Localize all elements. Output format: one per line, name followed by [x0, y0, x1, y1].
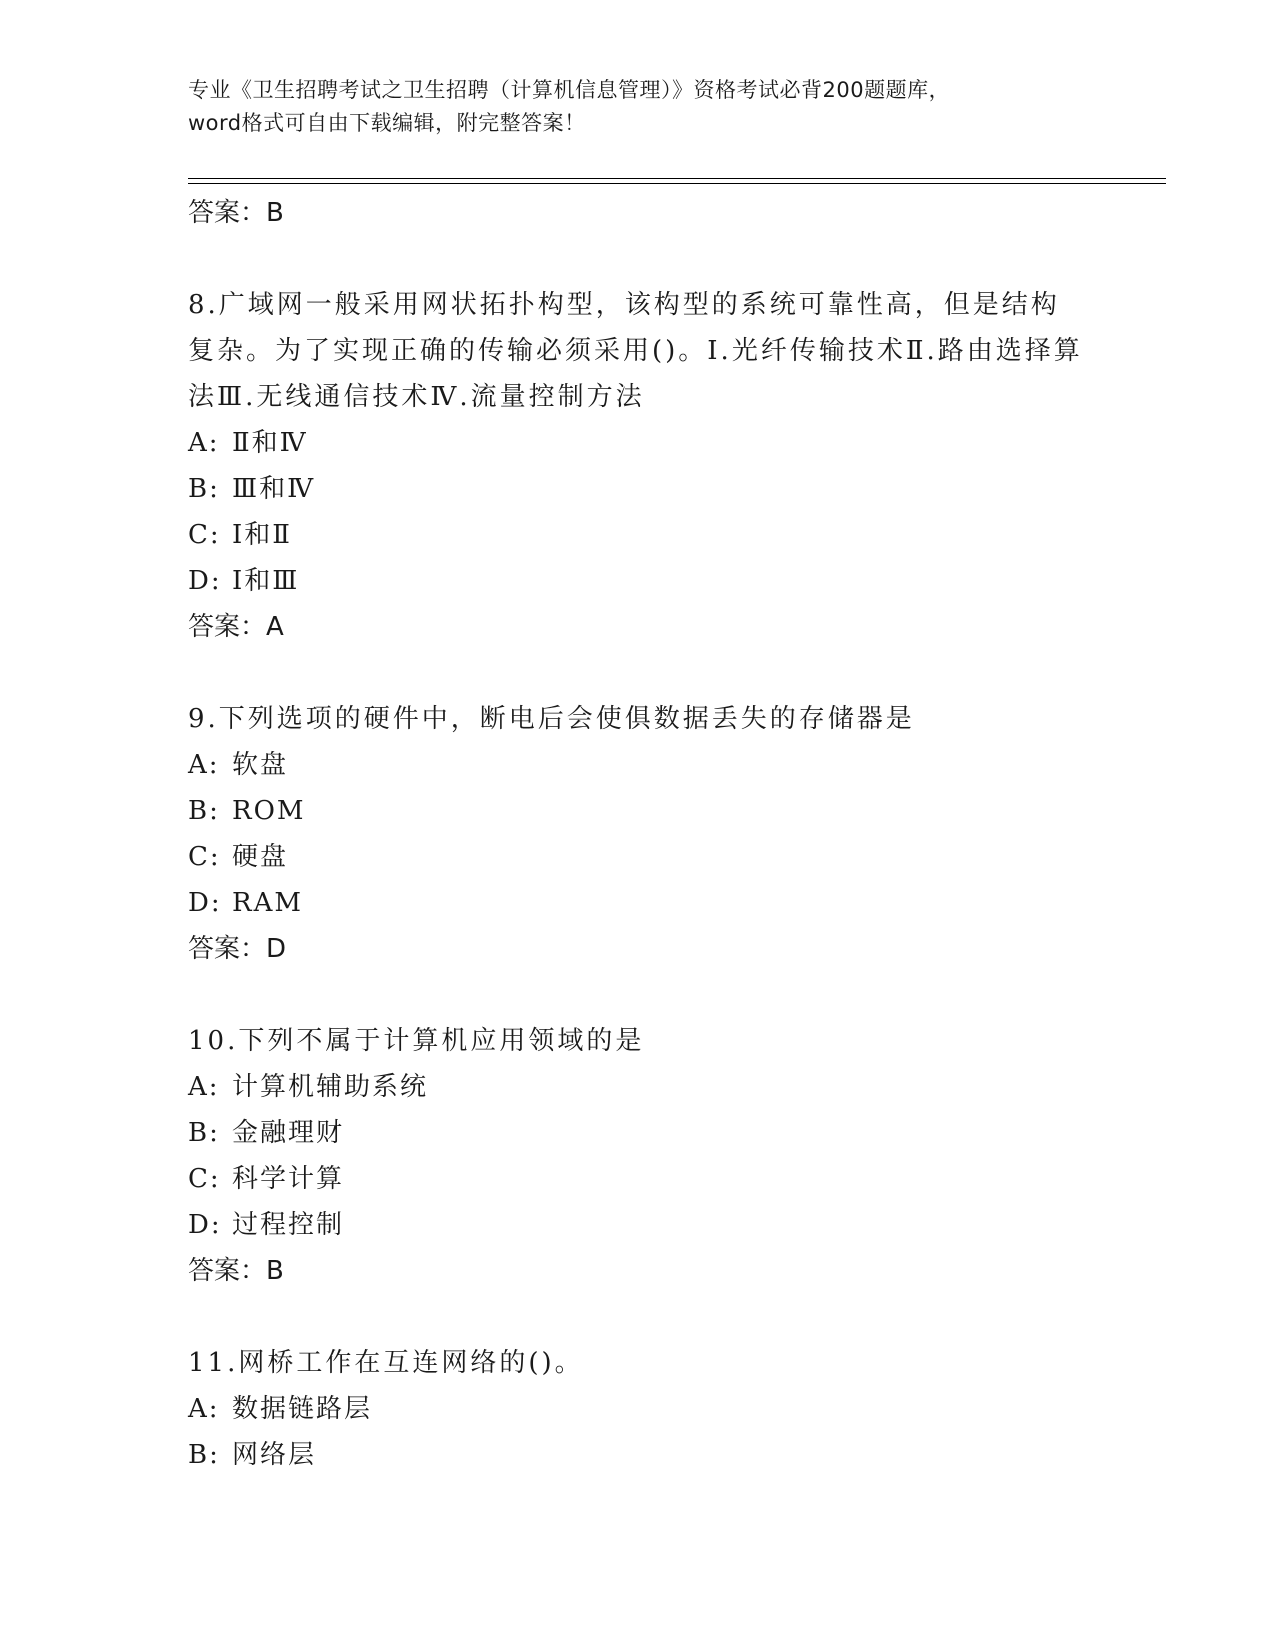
option-letter: A: — [188, 1072, 220, 1102]
option-row — [188, 466, 1088, 512]
option-row — [188, 742, 1088, 788]
option-row — [188, 420, 1088, 466]
option-letter: A: — [188, 428, 220, 458]
option-row — [188, 880, 1088, 926]
question-block — [188, 282, 1088, 650]
question-block — [188, 1018, 1088, 1294]
option-text: RAM — [232, 888, 303, 918]
header-line-2: word格式可自由下载编辑，附完整答案！ — [188, 111, 586, 135]
option-row — [188, 1202, 1088, 1248]
option-letter: D: — [188, 566, 222, 596]
option-row — [188, 1432, 1088, 1478]
option-letter: B: — [188, 474, 220, 504]
document-body — [188, 190, 1088, 1478]
option-letter: B: — [188, 796, 220, 826]
option-text: Ⅱ和Ⅳ — [232, 428, 308, 458]
spacer — [188, 972, 1088, 1018]
question-block — [188, 1340, 1088, 1478]
option-row — [188, 1064, 1088, 1110]
option-letter: B: — [188, 1118, 220, 1148]
question-block — [188, 696, 1088, 972]
spacer — [188, 650, 1088, 696]
answer-line: 答案：B — [188, 198, 284, 228]
option-letter: D: — [188, 1210, 222, 1240]
option-text: 科学计算 — [232, 1164, 345, 1194]
option-text: 网络层 — [232, 1440, 317, 1470]
option-row — [188, 834, 1088, 880]
question-text: 10.下列不属于计算机应用领域的是 — [188, 1026, 645, 1056]
option-row — [188, 1386, 1088, 1432]
option-letter: C: — [188, 842, 221, 872]
option-row — [188, 1156, 1088, 1202]
option-row — [188, 788, 1088, 834]
document-header — [188, 74, 1088, 140]
option-text: Ⅰ和Ⅱ — [232, 520, 292, 550]
option-text: 金融理财 — [232, 1118, 345, 1148]
answer-line: 答案：A — [188, 612, 284, 642]
option-letter: C: — [188, 520, 221, 550]
option-row — [188, 1110, 1088, 1156]
spacer — [188, 1294, 1088, 1340]
header-line-1: 专业《卫生招聘考试之卫生招聘（计算机信息管理）》资格考试必背200题题库， — [188, 78, 951, 102]
question-text: 8.广域网一般采用网状拓扑构型，该构型的系统可靠性高，但是结构复杂。为了实现正确的传输必须采用()。Ⅰ.光纤传输技术Ⅱ.路由选择算法Ⅲ.无线通信技术Ⅳ.流量控制方法 — [188, 290, 1083, 412]
answer-line: 答案：B — [188, 1256, 284, 1286]
option-row — [188, 512, 1088, 558]
question-text: 11.网桥工作在互连网络的()。 — [188, 1348, 584, 1378]
option-letter: D: — [188, 888, 222, 918]
option-letter: A: — [188, 1394, 220, 1424]
option-text: 计算机辅助系统 — [232, 1072, 429, 1102]
option-row — [188, 558, 1088, 604]
header-divider-thin — [188, 183, 1166, 184]
option-text: Ⅲ和Ⅳ — [232, 474, 316, 504]
header-divider-thick — [188, 178, 1166, 179]
option-text: 过程控制 — [232, 1210, 345, 1240]
answer-line: 答案：D — [188, 934, 287, 964]
question-text: 9.下列选项的硬件中，断电后会使俱数据丢失的存储器是 — [188, 704, 915, 734]
option-text: ROM — [232, 796, 306, 826]
option-text: 数据链路层 — [232, 1394, 373, 1424]
option-letter: C: — [188, 1164, 221, 1194]
option-text: 软盘 — [232, 750, 289, 780]
spacer — [188, 236, 1088, 282]
option-text: Ⅰ和Ⅲ — [232, 566, 300, 596]
option-text: 硬盘 — [232, 842, 289, 872]
option-letter: B: — [188, 1440, 220, 1470]
option-letter: A: — [188, 750, 220, 780]
